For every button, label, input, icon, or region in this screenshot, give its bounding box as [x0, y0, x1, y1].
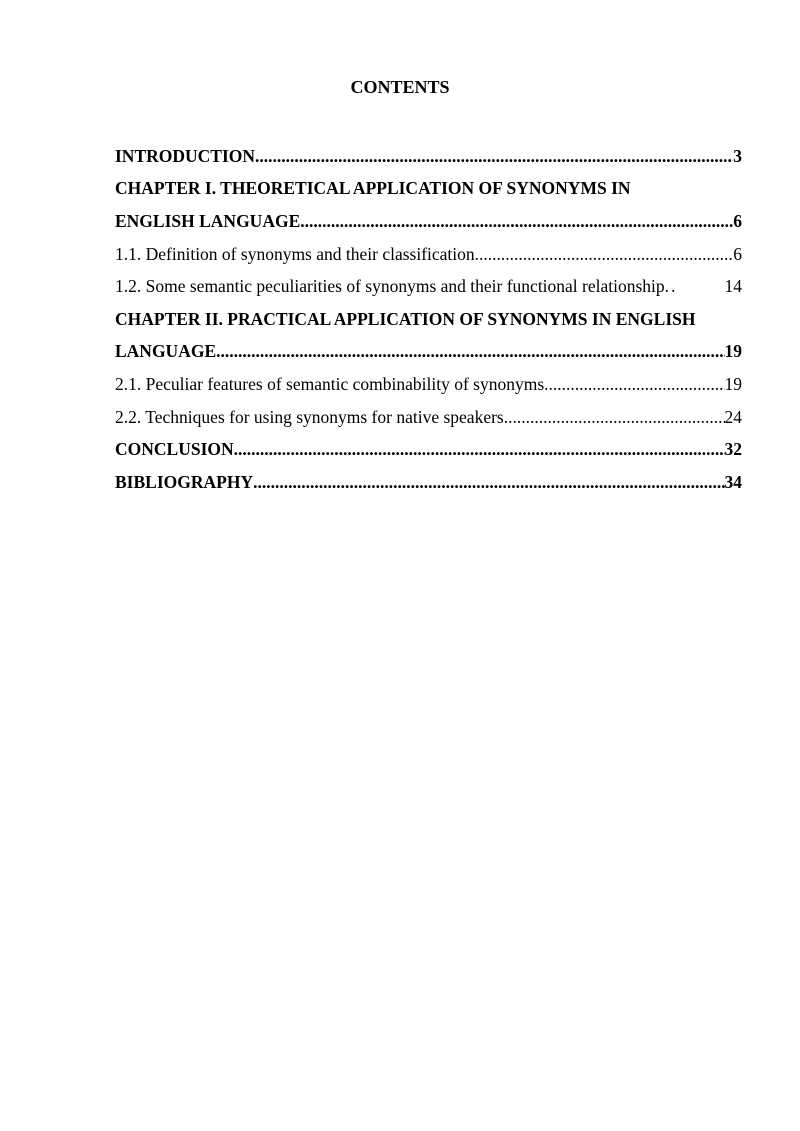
- toc-entry-page: 34: [724, 471, 742, 492]
- toc-entry-label: LANGUAGE: [115, 341, 217, 362]
- toc-entry-chapter-1-line-1[interactable]: [115, 173, 742, 206]
- toc-entry-page: 32: [724, 439, 742, 460]
- toc-entry-page: 3: [733, 145, 742, 166]
- toc-entry-label: INTRODUCTION: [115, 145, 256, 166]
- dot-leader: [544, 374, 724, 395]
- toc-entry-page: 24: [724, 406, 742, 427]
- toc-entry-1-1[interactable]: [115, 238, 742, 271]
- toc-entry-chapter-2-line-1[interactable]: [115, 303, 742, 336]
- toc-entry-conclusion[interactable]: [115, 433, 742, 466]
- toc-entry-label: CHAPTER I. THEORETICAL APPLICATION OF SYNONYMS IN: [115, 178, 631, 199]
- toc-entry-label: 2.1. Peculiar features of semantic combinability of synonyms: [115, 373, 545, 394]
- dot-leader: [665, 276, 725, 297]
- table-of-contents: [115, 140, 742, 499]
- dot-leader: [253, 472, 724, 493]
- toc-entry-page: 6: [733, 243, 742, 264]
- toc-entry-label: BIBLIOGRAPHY: [115, 471, 254, 492]
- toc-entry-label: ENGLISH LANGUAGE: [115, 210, 301, 231]
- dot-leader: [475, 244, 734, 265]
- toc-entry-introduction[interactable]: [115, 140, 742, 173]
- page-title: CONTENTS: [350, 77, 450, 97]
- toc-entry-2-1[interactable]: [115, 368, 742, 401]
- toc-entry-chapter-2-line-2[interactable]: [115, 336, 742, 369]
- dot-leader: [504, 407, 725, 428]
- toc-entry-page: 14: [724, 276, 742, 297]
- toc-entry-label: CHAPTER II. PRACTICAL APPLICATION OF SYNONYMS IN ENGLISH: [115, 308, 696, 329]
- toc-entry-bibliography[interactable]: [115, 466, 742, 499]
- toc-entry-label: 2.2. Techniques for using synonyms for native speakers: [115, 406, 504, 427]
- toc-entry-label: 1.1. Definition of synonyms and their classification: [115, 243, 475, 264]
- toc-entry-2-2[interactable]: [115, 401, 742, 434]
- dot-leader: [216, 341, 724, 362]
- dot-leader: [255, 146, 733, 167]
- toc-entry-label: 1.2. Some semantic peculiarities of synonyms and their functional relationship: [115, 276, 665, 297]
- toc-entry-page: 19: [724, 373, 742, 394]
- toc-entry-1-2[interactable]: [115, 270, 742, 303]
- dot-leader: [234, 439, 725, 460]
- toc-entry-page: 19: [724, 341, 742, 362]
- toc-entry-page: 6: [733, 210, 742, 231]
- dot-leader: [300, 211, 733, 232]
- toc-entry-chapter-1-line-2[interactable]: [115, 205, 742, 238]
- toc-entry-label: CONCLUSION: [115, 439, 234, 460]
